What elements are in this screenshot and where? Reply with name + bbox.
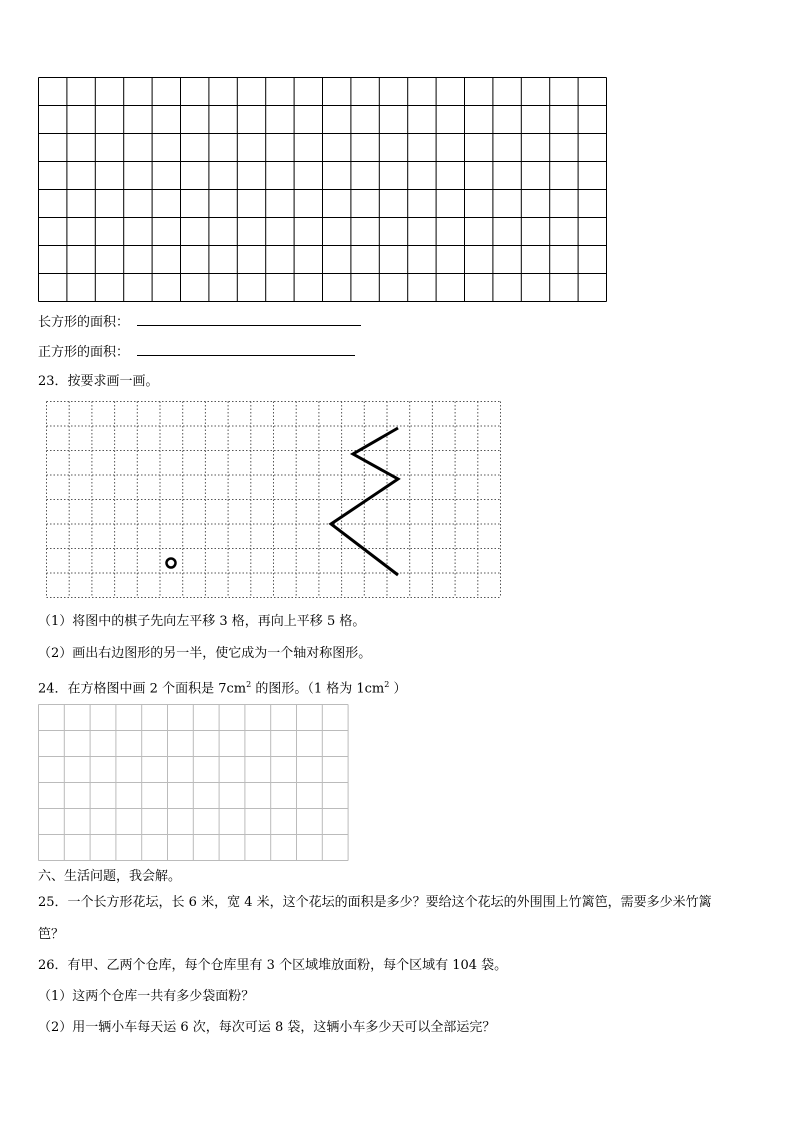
q24-square-grid: [38, 704, 349, 861]
q26-title: 26．有甲、乙两个仓库，每个仓库里有 3 个区域堆放面粉，每个区域有 104 袋。: [38, 958, 508, 973]
square-area-answer-blank[interactable]: [137, 343, 355, 356]
q24-superscript-2: 2: [384, 680, 390, 689]
q24-superscript-1: 2: [246, 680, 252, 689]
q26-part1: （1）这两个仓库一共有多少袋面粉？: [38, 989, 255, 1004]
rect-area-line: [38, 313, 361, 331]
q24-title-suffix: ）: [389, 681, 407, 697]
q24-title-mid: 的图形。（1 格为 1cm: [251, 681, 385, 697]
q23-dotted-grid: [46, 401, 502, 600]
q25-line2: 笆？: [38, 927, 65, 942]
q23-title: 23．按要求画一画。: [38, 374, 159, 389]
section-6-title: 六、生活问题，我会解。: [38, 869, 182, 884]
square-area-label: 正方形的面积：: [38, 345, 130, 360]
q24-title-prefix: 24．在方格图中画 2 个面积是 7cm: [38, 681, 247, 697]
square-area-line: [38, 343, 355, 361]
q22-square-grid: [38, 77, 608, 303]
q23-part1: （1）将图中的棋子先向左平移 3 格，再向上平移 5 格。: [38, 614, 366, 629]
rect-area-label: 长方形的面积：: [38, 315, 130, 330]
q23-part2: （2）画出右边图形的另一半，使它成为一个轴对称图形。: [38, 646, 372, 661]
q26-part2: （2）用一辆小车每天运 6 次，每次可运 8 袋，这辆小车多少天可以全部运完？: [38, 1020, 496, 1035]
rect-area-answer-blank[interactable]: [137, 313, 361, 326]
chess-piece[interactable]: [167, 559, 176, 568]
q24-title: [38, 677, 406, 697]
q25-line1: 25．一个长方形花坛，长 6 米，宽 4 米，这个花坛的面积是多少？要给这个花坛的外围围上竹篱笆，需要多少米竹篱: [38, 895, 712, 910]
